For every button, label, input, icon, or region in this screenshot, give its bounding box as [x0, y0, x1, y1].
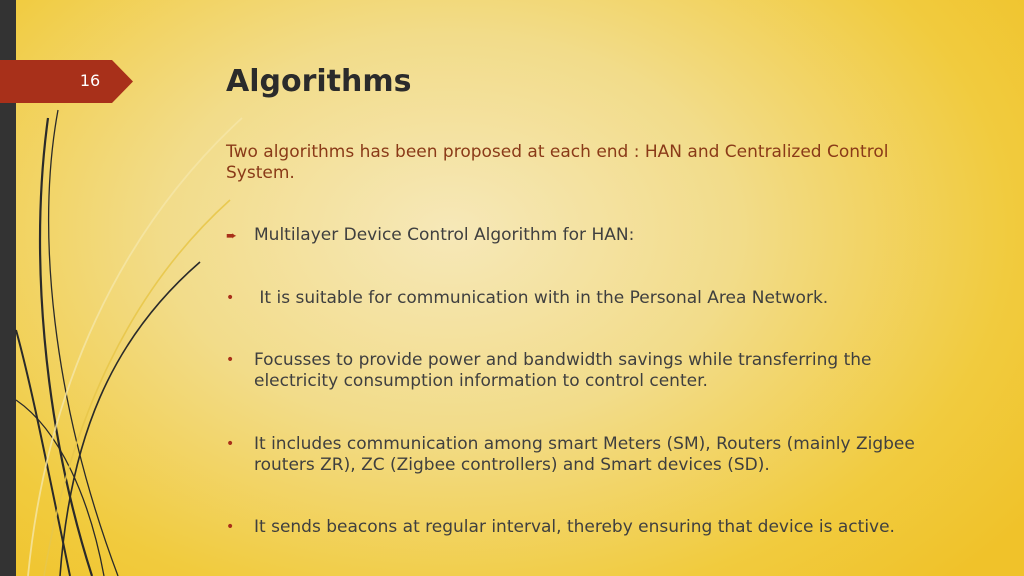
dot-bullet-icon: • — [226, 436, 235, 452]
decorative-curve — [28, 118, 242, 576]
list-item-text: It includes communication among smart Meters (SM), Routers (mainly Zigbee routers ZR), ZC (Zigbee controllers) and Smart devices (SD). — [254, 434, 915, 475]
intro-paragraph: Two algorithms has been proposed at each end : HAN and Centralized Control System. — [226, 142, 889, 183]
decorative-curve — [60, 262, 200, 576]
decorative-curve — [44, 200, 230, 576]
slide-number-tab — [0, 60, 133, 103]
list-item-text: It sends beacons at regular interval, thereby ensuring that device is active. — [254, 517, 895, 537]
decorative-curve — [16, 400, 104, 576]
list-item-text: Multilayer Device Control Algorithm for HAN: — [254, 225, 635, 245]
dot-bullet-icon: • — [226, 290, 235, 306]
slide-title: Algorithms — [226, 64, 412, 99]
list-item-text: Focusses to provide power and bandwidth savings while transferring the electricity consumption information to control center. — [254, 350, 872, 391]
arrow-bullet-icon: ➨ — [226, 229, 237, 244]
dot-bullet-icon: • — [226, 519, 235, 535]
slide-number: 16 — [79, 71, 101, 90]
list-item-text: It is suitable for communication with in the Personal Area Network. — [254, 288, 829, 308]
dot-bullet-icon: • — [226, 352, 235, 368]
